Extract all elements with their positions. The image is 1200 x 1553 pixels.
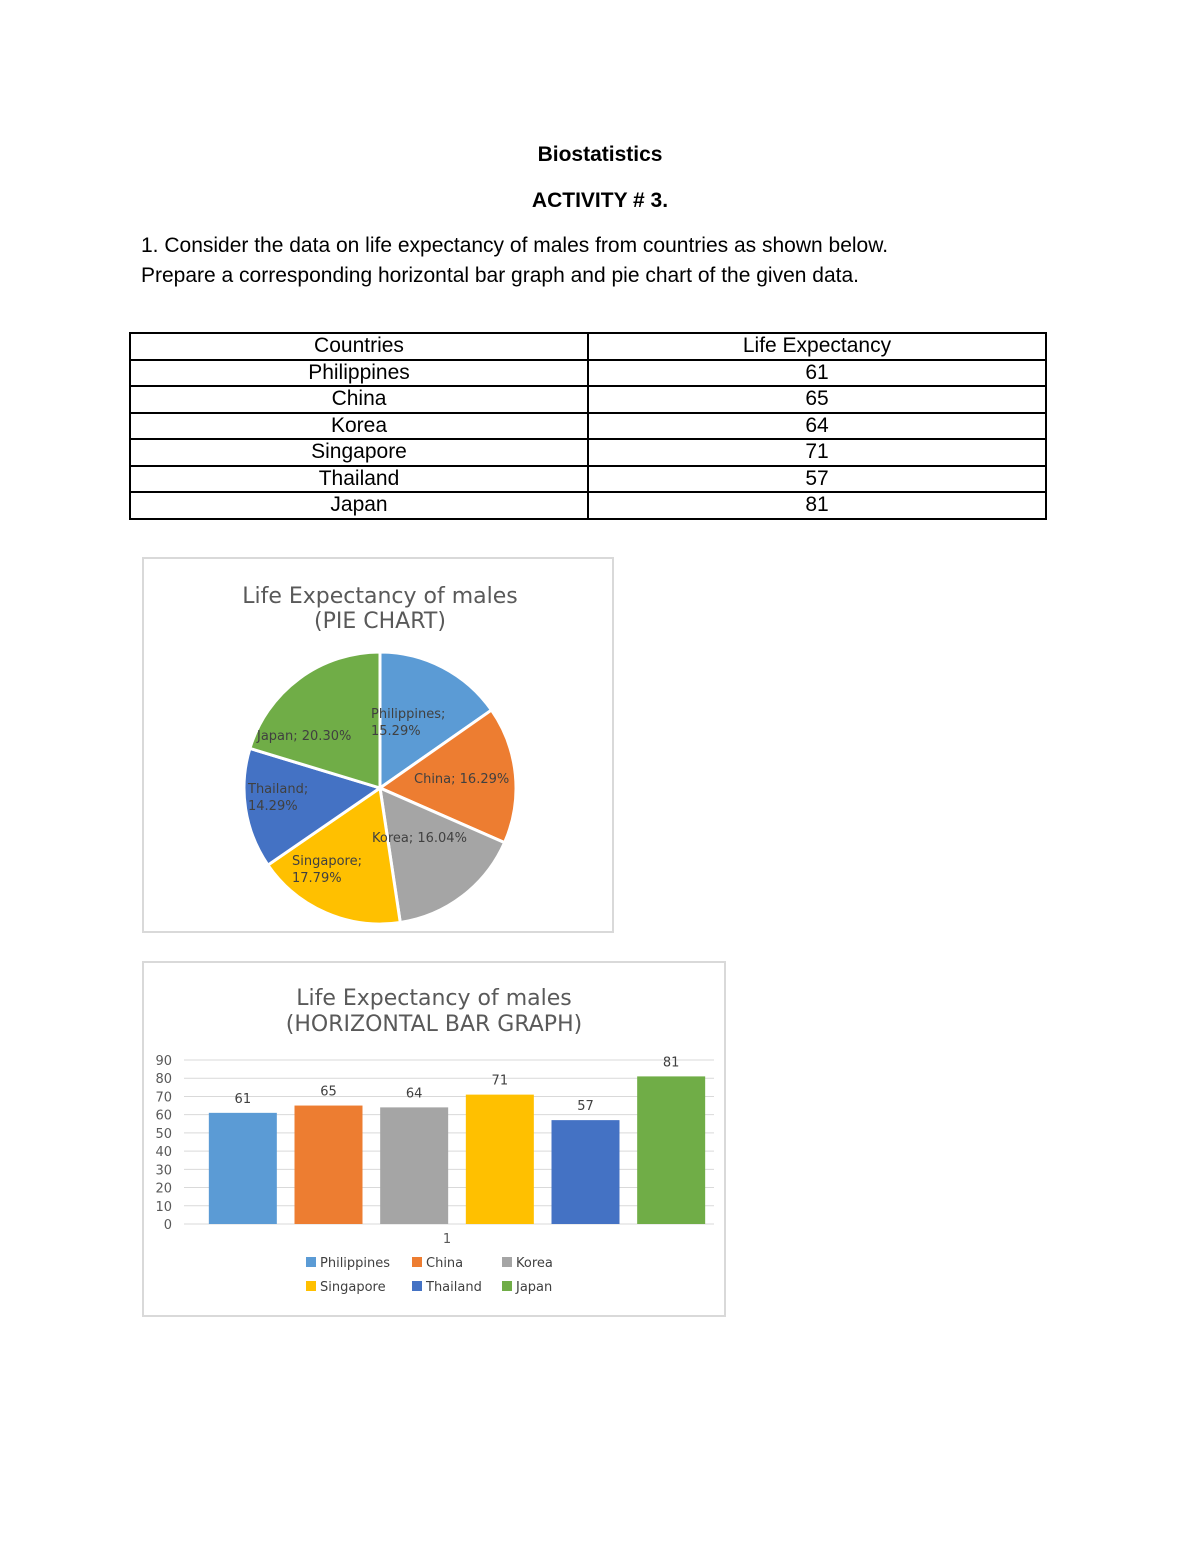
table-row (130, 360, 1046, 387)
pie-data-label-china: China; 16.29% (414, 772, 510, 787)
bar-japan (637, 1076, 705, 1224)
bar-data-label: 57 (577, 1099, 594, 1115)
bar-x-ticks (443, 1232, 451, 1247)
bar-y-ticks (155, 1054, 172, 1233)
pie-data-label-thailand: Thailand; 14.29% (248, 782, 309, 814)
table-row (130, 386, 1046, 413)
instructions (141, 231, 1101, 291)
y-tick-label: 10 (155, 1199, 172, 1215)
table-cell-country: China (130, 386, 588, 413)
table-cell-value: 81 (588, 492, 1046, 519)
legend-entry-china: China (426, 1256, 464, 1271)
pie-data-label-japan: Japan; 20.30% (257, 729, 352, 744)
pie-chart-svg (144, 559, 612, 931)
bar-philippines (209, 1113, 277, 1224)
table-row (130, 466, 1046, 493)
y-tick-label: 20 (155, 1181, 172, 1197)
table-cell-country: Philippines (130, 360, 588, 387)
table-cell-country: Thailand (130, 466, 588, 493)
legend-entry-singapore: Singapore (320, 1280, 386, 1295)
pie-data-label-singapore: Singapore; 17.79% (292, 854, 362, 886)
instruction-line-2: Prepare a corresponding horizontal bar graph and pie chart of the given data. (141, 264, 859, 287)
instruction-line-1: 1. Consider the data on life expectancy of males from countries as shown below. (141, 234, 889, 257)
bar-data-label: 64 (405, 1086, 423, 1102)
table-cell-value: 65 (588, 386, 1046, 413)
y-tick-label: 0 (163, 1218, 172, 1233)
table-row (130, 492, 1046, 519)
table-row (130, 413, 1046, 440)
y-tick-label: 30 (155, 1163, 172, 1179)
legend-swatch (306, 1281, 316, 1291)
bar-data-label: 61 (234, 1091, 252, 1107)
bar-chart-svg (144, 963, 724, 1315)
bar-data-label: 71 (491, 1073, 509, 1089)
pie-data-label-korea: Korea; 16.04% (372, 831, 467, 846)
table-cell-country: Japan (130, 492, 588, 519)
bar-data-label: 81 (662, 1055, 680, 1071)
pie-chart-title: Life Expectancy of males (242, 584, 518, 609)
legend-entry-thailand: Thailand (426, 1280, 482, 1295)
y-tick-label: 80 (155, 1072, 172, 1088)
table-cell-country: Singapore (130, 439, 588, 466)
document-subtitle: ACTIVITY # 3. (531, 189, 669, 212)
table-cell-value: 57 (588, 466, 1046, 493)
y-tick-label: 90 (155, 1054, 172, 1069)
table-cell-value: 71 (588, 439, 1046, 466)
bar-chart-subtitle: (HORIZONTAL BAR GRAPH) (285, 1012, 583, 1037)
legend-swatch (412, 1257, 422, 1267)
legend-swatch (502, 1281, 512, 1291)
table-cell-value: 64 (588, 413, 1046, 440)
table-header-row (130, 333, 1046, 360)
legend-entry-japan: Japan (516, 1280, 553, 1295)
bar-chart-title: Life Expectancy of males (296, 986, 572, 1011)
bar-singapore (466, 1095, 534, 1224)
bar-china (295, 1106, 363, 1224)
pie-data-label-philippines: Philippines; 15.29% (371, 707, 446, 739)
bar-legend (306, 1256, 553, 1295)
document-title: Biostatistics (537, 143, 663, 166)
bar-korea (380, 1107, 448, 1224)
y-tick-label: 60 (155, 1108, 172, 1124)
legend-entry-philippines: Philippines (320, 1256, 391, 1271)
header-life-expectancy: Life Expectancy (588, 333, 1046, 360)
table-cell-value: 61 (588, 360, 1046, 387)
y-tick-label: 40 (155, 1145, 172, 1161)
bar-thailand (552, 1120, 620, 1224)
table-cell-country: Korea (130, 413, 588, 440)
bar-data-labels (235, 1055, 680, 1114)
table-row (130, 439, 1046, 466)
y-tick-label: 70 (155, 1090, 172, 1106)
bar-chart (142, 961, 726, 1317)
pie-chart (142, 557, 614, 933)
pie-chart-subtitle: (PIE CHART) (314, 609, 446, 634)
bar-bars (209, 1073, 705, 1224)
life-expectancy-table (129, 332, 1047, 520)
y-tick-label: 50 (155, 1126, 172, 1142)
x-tick-label: 1 (442, 1232, 452, 1247)
legend-swatch (412, 1281, 422, 1291)
legend-swatch (306, 1257, 316, 1267)
legend-entry-korea: Korea (516, 1256, 553, 1271)
legend-swatch (502, 1257, 512, 1267)
header-countries: Countries (130, 333, 588, 360)
bar-data-label: 65 (320, 1084, 337, 1100)
